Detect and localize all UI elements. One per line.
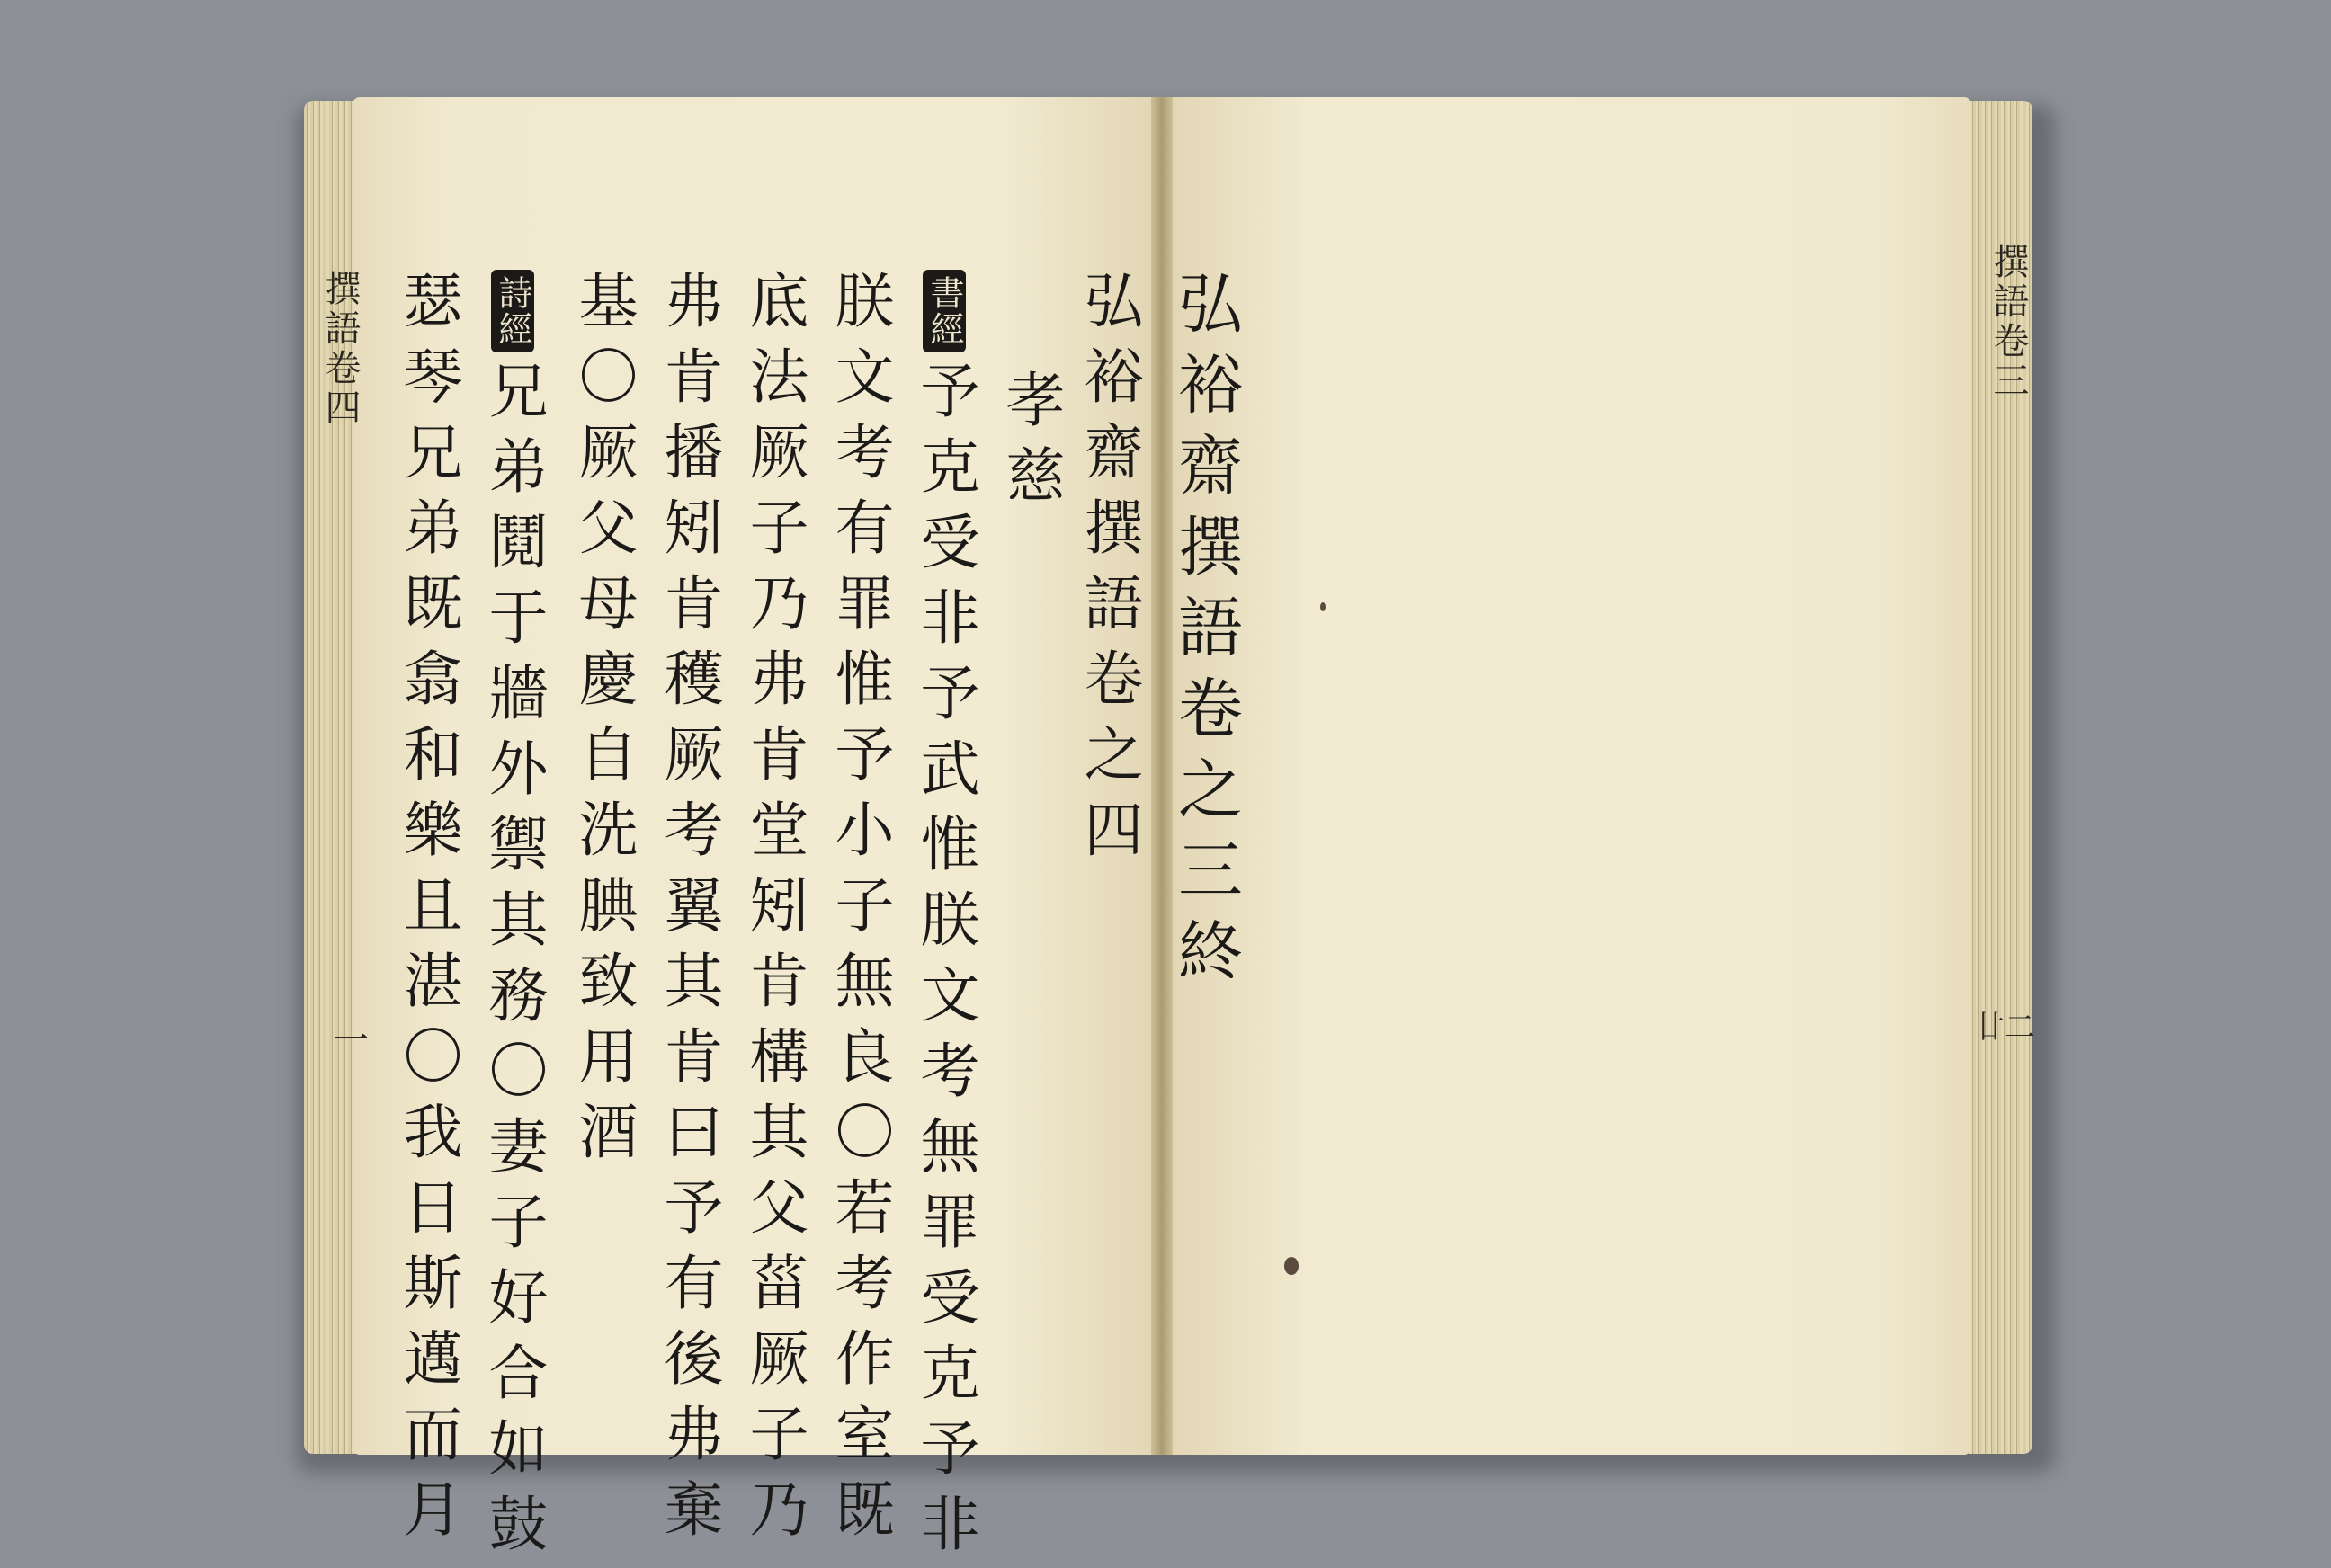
right-spine-label: 撰語卷三 [1987,243,2029,401]
book-title: 弘裕齋撰語卷之四 [1074,270,1143,874]
text-column-3: 底法厥子乃弗肯堂矧肯構其父菑厥子乃 [739,270,808,1554]
volume-end-title: 弘裕齋撰語卷之三終 [1167,270,1243,998]
right-page [1169,97,1971,1455]
text-column-6 [477,270,549,1568]
text-column-7: 瑟琴兄弟既翕和樂且湛〇我日斯邁而月 [393,270,462,1554]
text-column-5: 基〇厥父母慶自洗腆致用酒 [568,270,638,1176]
source-seal-shijing: 詩經 [491,270,534,352]
column-text: 予克受非予武惟朕文考無罪受克予非 [910,360,979,1568]
source-seal-shujing: 書經 [923,270,966,352]
section-heading: 孝慈 [996,369,1065,520]
column-text: 兄弟鬩于牆外禦其務〇妻子好合如鼓 [478,360,548,1568]
text-column-1 [908,270,980,1568]
text-column-2: 朕文考有罪惟予小子無良〇若考作室既 [825,270,894,1554]
text-column-4: 弗肯播矧肯穫厥考翼其肯曰予有後弗棄 [654,270,723,1554]
left-folio: 一 [333,1020,369,1061]
right-folio: 廿二 [1974,1010,2035,1046]
ink-blot [1284,1257,1299,1275]
ink-speck [1320,602,1326,611]
left-spine-label: 撰語卷四 [319,270,361,428]
